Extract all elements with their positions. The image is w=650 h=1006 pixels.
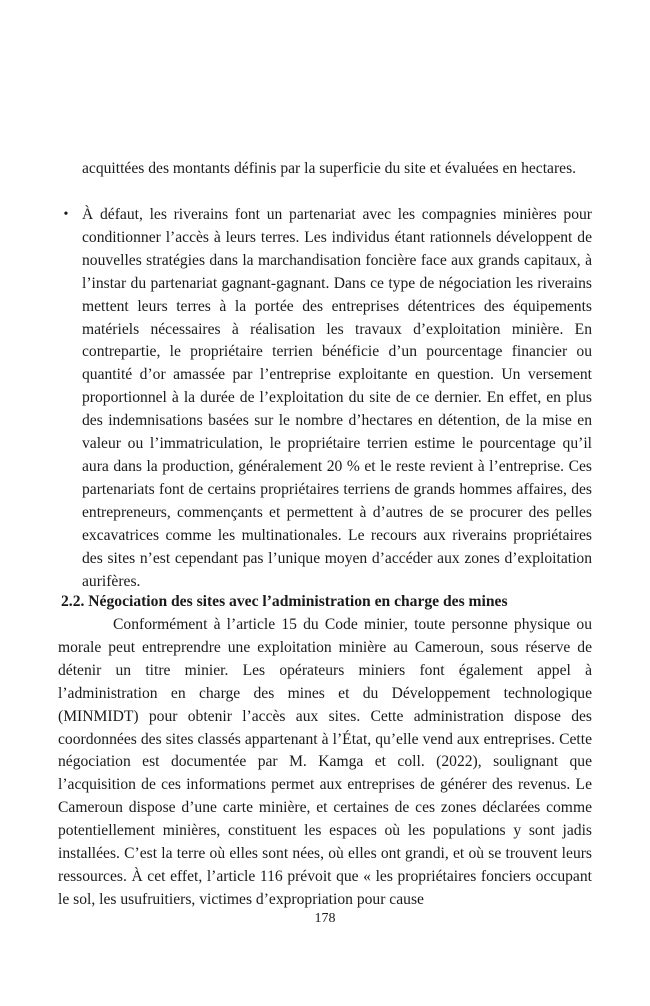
continuation-paragraph: acquittées des montants définis par la superficie du site et évaluées en hectares. — [82, 160, 577, 177]
section-heading: 2.2. Négociation des sites avec l’administration en charge des mines — [61, 593, 508, 610]
bullet-icon: • — [63, 207, 69, 222]
bullet-list-item — [58, 204, 592, 593]
bullet-text: À défaut, les riverains font un partenariat avec les compagnies minières pour conditionner l’accès à leurs terres. Les individus étant rationnels développent de nouvelles stratégies dans la marchandisation foncière face aux grands capitaux, à l’instar du partenariat gagnant-gagnant. Dans ce type de négociation les riverains mettent leurs terres à la portée des entreprises détentrices des équipements matériels nécessaires à réalisation les travaux d’exploitation minière. En contrepartie, le propriétaire terrien bénéficie d’un pourcentage financier ou quantité d’or amassée par l’entreprise exploitante en question. Un versement proportionnel à la durée de l’exploitation du site de ce dernier. En effet, en plus des indemnisations basées sur le nombre d’hectares en détention, de la mise en valeur ou l’immatriculation, le propriétaire terrien estime le pourcentage qu’il aura dans la production, généralement 20 % et le reste revient à l’entreprise. Ces partenariats font de certains propriétaires terriens de grands hommes affaires, des entrepreneurs, commençants et permettent à d’autres de se procurer des pelles excavatrices comme les multinationales. Le recours aux riverains propriétaires des sites n’est cependant pas l’unique moyen d’accéder aux zones d’exploitation aurifères. — [82, 206, 592, 590]
page-number: 178 — [314, 911, 336, 926]
section-paragraph: Conformément à l’article 15 du Code minier, toute personne physique ou morale peut entreprendre une exploitation minière au Cameroun, sous réserve de détenir un titre minier. Les opérateurs miniers font également appel à l’administration en charge des mines et du Développement technologique (MINMIDT) pour obtenir l’accès aux sites. Cette administration dispose des coordonnées des sites classés appartenant à l’État, qu’elle vend aux entreprises. Cette négociation est documentée par M. Kamga et coll. (2022), soulignant que l’acquisition de ces informations permet aux entreprises de générer des revenus. Le Cameroun dispose d’une carte minière, et certaines de ces zones déclarées comme potentiellement minières, constituent les espaces où les populations y sont jadis installées. C’est la terre où elles sont nées, où elles ont grandi, et où se trouvent leurs ressources. À cet effet, l’article 116 prévoit que « les propriétaires fonciers occupant le sol, les usufruitiers, victimes d’expropriation pour cause — [58, 616, 592, 908]
document-page — [58, 0, 592, 1006]
